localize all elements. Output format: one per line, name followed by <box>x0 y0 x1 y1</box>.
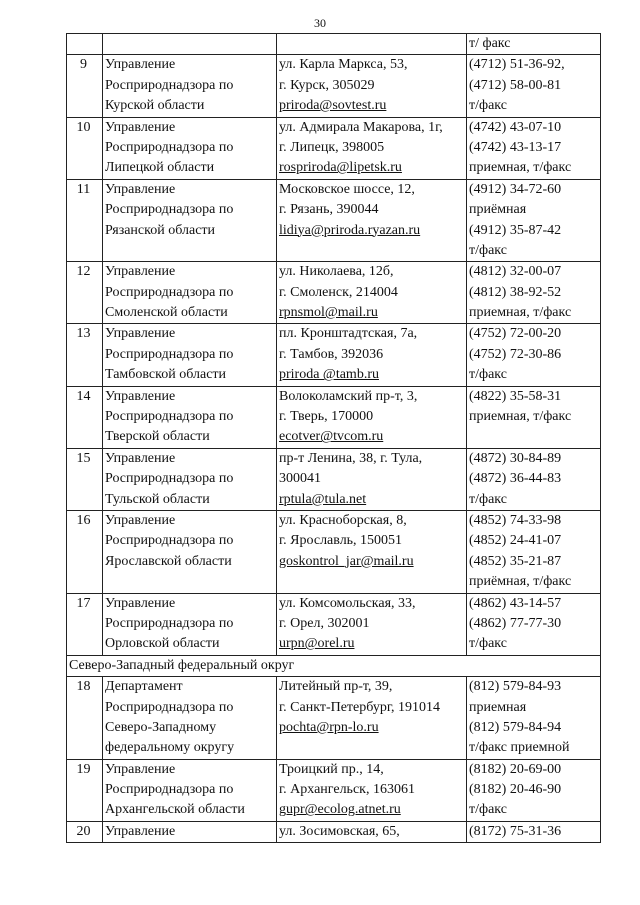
cell-name <box>103 55 277 117</box>
address-line: г. Курск, 305029 <box>279 77 375 93</box>
cell-address <box>277 262 467 324</box>
cell-phone <box>467 448 601 510</box>
cell-name <box>103 386 277 448</box>
phone-line: (4852) 24-41-07 <box>469 533 562 549</box>
table-row <box>67 510 601 593</box>
phone-line: (8182) 20-46-90 <box>469 782 562 798</box>
cell-phone <box>467 55 601 117</box>
cell-num: 12 <box>67 262 103 324</box>
name-line: Росприроднадзора по <box>105 346 234 362</box>
phone-line: т/факс <box>469 802 507 818</box>
address-line: Троицкий пр., 14, <box>279 761 384 777</box>
table-body-central <box>67 34 601 656</box>
cell-num <box>67 34 103 55</box>
address-line: Московское шоссе, 12, <box>279 181 415 197</box>
phone-line: т/факс <box>469 367 507 383</box>
name-line: Ярославской области <box>105 553 232 569</box>
table-row <box>67 821 601 842</box>
phone-line: т/факс <box>469 242 507 258</box>
name-line: Росприроднадзора по <box>105 202 234 218</box>
email-link[interactable]: goskontrol_jar@mail.ru <box>279 553 414 569</box>
address-line: ул. Красноборская, 8, <box>279 512 407 528</box>
name-line: Управление <box>105 823 176 839</box>
cell-address <box>277 34 467 55</box>
region-header-row <box>67 655 601 676</box>
region-header-body <box>67 655 601 676</box>
email-link[interactable]: pochta@rpn-lo.ru <box>279 719 379 735</box>
cell-address <box>277 510 467 593</box>
cell-num: 19 <box>67 759 103 821</box>
name-line: Управление <box>105 450 176 466</box>
email-link[interactable]: ecotver@tvcom.ru <box>279 429 384 445</box>
address-line: г. Ярославль, 150051 <box>279 533 403 549</box>
name-line: Росприроднадзора по <box>105 615 234 631</box>
address-line: ул. Комсомольская, 33, <box>279 595 416 611</box>
cell-name <box>103 117 277 179</box>
address-line: г. Орел, 302001 <box>279 615 370 631</box>
phone-line: (4872) 30-84-89 <box>469 450 562 466</box>
cell-num: 9 <box>67 55 103 117</box>
address-line: Литейный пр-т, 39, <box>279 679 393 695</box>
cell-num: 10 <box>67 117 103 179</box>
cell-num: 18 <box>67 677 103 760</box>
table-row <box>67 759 601 821</box>
cell-name <box>103 448 277 510</box>
cell-num: 13 <box>67 324 103 386</box>
cell-num: 15 <box>67 448 103 510</box>
name-line: Росприроднадзора по <box>105 471 234 487</box>
name-line: Тамбовской области <box>105 367 227 383</box>
name-line: Курской области <box>105 98 205 114</box>
cell-address <box>277 677 467 760</box>
cell-name <box>103 179 277 262</box>
offices-table <box>66 33 601 843</box>
phone-line: (4712) 51-36-92, <box>469 57 565 73</box>
cell-name <box>103 677 277 760</box>
name-line: Росприроднадзора по <box>105 699 234 715</box>
phone-line: (4712) 58-00-81 <box>469 77 562 93</box>
name-line: Управление <box>105 119 176 135</box>
phone-line: (4822) 35-58-31 <box>469 388 562 404</box>
address-line: ул. Адмирала Макарова, 1г, <box>279 119 443 135</box>
name-line: Управление <box>105 57 176 73</box>
cell-phone <box>467 759 601 821</box>
email-link[interactable]: priroda @tamb.ru <box>279 367 379 383</box>
address-line: 300041 <box>279 471 321 487</box>
email-link[interactable]: rosprirоda@lipetsk.ru <box>279 160 402 176</box>
phone-line: (4812) 32-00-07 <box>469 264 562 280</box>
phone-line: (812) 579-84-94 <box>469 719 562 735</box>
cell-address <box>277 324 467 386</box>
cell-phone <box>467 324 601 386</box>
address-line: ул. Карла Маркса, 53, <box>279 57 408 73</box>
cell-phone <box>467 821 601 842</box>
page-number: 30 <box>314 16 326 30</box>
phone-line: приемная, т/факс <box>469 160 572 176</box>
cell-name <box>103 34 277 55</box>
name-line: Управление <box>105 326 176 342</box>
phone-line: (4742) 43-07-10 <box>469 119 562 135</box>
email-link[interactable]: urpn@orel.ru <box>279 636 355 652</box>
phone-line: (4872) 36-44-83 <box>469 471 562 487</box>
phone-line: (4862) 77-77-30 <box>469 615 562 631</box>
name-line: Росприроднадзора по <box>105 533 234 549</box>
address-line: г. Архангельск, 163061 <box>279 782 415 798</box>
name-line: Управление <box>105 595 176 611</box>
phone-line: (8182) 20-69-00 <box>469 761 562 777</box>
email-link[interactable]: rpnsmol@mail.ru <box>279 305 378 321</box>
table-body-northwest <box>67 677 601 843</box>
phone-line: (4752) 72-30-86 <box>469 346 562 362</box>
cell-name <box>103 759 277 821</box>
phone-line: (4912) 35-87-42 <box>469 222 562 238</box>
region-header: Северо-Западный федеральный округ <box>67 655 601 676</box>
cell-phone <box>467 593 601 655</box>
cell-phone <box>467 262 601 324</box>
cell-phone <box>467 117 601 179</box>
name-line: Тверской области <box>105 429 210 445</box>
name-line: Липецкой области <box>105 160 215 176</box>
name-line: Северо-Западному <box>105 719 217 735</box>
phone-line: (4742) 43-13-17 <box>469 139 562 155</box>
table-row <box>67 324 601 386</box>
name-line: Росприроднадзора по <box>105 409 234 425</box>
table-row <box>67 117 601 179</box>
table-row <box>67 448 601 510</box>
phone-line: приёмная <box>469 202 527 218</box>
cell-name <box>103 593 277 655</box>
cell-address <box>277 55 467 117</box>
name-line: Росприроднадзора по <box>105 139 234 155</box>
name-line: Орловской области <box>105 636 220 652</box>
cell-num: 11 <box>67 179 103 262</box>
phone-line: (4812) 38-92-52 <box>469 284 562 300</box>
cell-phone <box>467 677 601 760</box>
cell-address <box>277 593 467 655</box>
phone-line: т/ факс <box>469 36 511 51</box>
phone-line: приемная, т/факс <box>469 409 572 425</box>
address-line: ул. Зосимовская, 65, <box>279 823 400 839</box>
cell-num: 16 <box>67 510 103 593</box>
name-line: федеральному округу <box>105 740 235 756</box>
name-line: Управление <box>105 388 176 404</box>
email-link[interactable]: gupr@ecolog.atnet.ru <box>279 802 401 818</box>
phone-line: (8172) 75-31-36 <box>469 823 562 839</box>
cell-name <box>103 262 277 324</box>
cell-num: 17 <box>67 593 103 655</box>
name-line: Управление <box>105 512 176 528</box>
address-line: г. Санкт-Петербург, 191014 <box>279 699 441 715</box>
cell-address <box>277 179 467 262</box>
name-line: Рязанской области <box>105 222 216 238</box>
address-line: г. Липецк, 398005 <box>279 139 385 155</box>
phone-line: (4852) 74-33-98 <box>469 512 562 528</box>
table-row <box>67 262 601 324</box>
table-row <box>67 593 601 655</box>
table-row-carry-over <box>67 34 601 55</box>
name-line: Управление <box>105 181 176 197</box>
table-row <box>67 677 601 760</box>
cell-name <box>103 821 277 842</box>
phone-line: (4862) 43-14-57 <box>469 595 562 611</box>
address-line: г. Тверь, 170000 <box>279 409 374 425</box>
name-line: Департамент <box>105 679 183 695</box>
name-line: Управление <box>105 761 176 777</box>
address-line: г. Рязань, 390044 <box>279 202 379 218</box>
address-line: г. Тамбов, 392036 <box>279 346 384 362</box>
phone-line: приемная <box>469 699 527 715</box>
phone-line: т/факс <box>469 491 507 507</box>
cell-address <box>277 821 467 842</box>
cell-phone <box>467 34 601 55</box>
cell-name <box>103 324 277 386</box>
cell-address <box>277 759 467 821</box>
cell-num: 20 <box>67 821 103 842</box>
phone-line: т/факс приемной <box>469 740 570 756</box>
name-line: Управление <box>105 264 176 280</box>
phone-line: (4852) 35-21-87 <box>469 553 562 569</box>
cell-name <box>103 510 277 593</box>
address-line: ул. Николаева, 12б, <box>279 264 394 280</box>
name-line: Росприроднадзора по <box>105 77 234 93</box>
cell-phone <box>467 179 601 262</box>
table-row <box>67 55 601 117</box>
phone-line: приёмная, т/факс <box>469 574 572 590</box>
email-link[interactable]: lidiya@priroda.ryazan.ru <box>279 222 421 238</box>
cell-address <box>277 386 467 448</box>
email-link[interactable]: priroda@sovtest.ru <box>279 98 387 114</box>
table-row <box>67 179 601 262</box>
phone-line: приемная, т/факс <box>469 305 572 321</box>
cell-phone <box>467 510 601 593</box>
name-line: Архангельской области <box>105 802 245 818</box>
cell-address <box>277 117 467 179</box>
table-row <box>67 386 601 448</box>
address-line: Волоколамский пр-т, 3, <box>279 388 418 404</box>
address-line: пл. Кронштадтская, 7а, <box>279 326 418 342</box>
cell-num: 14 <box>67 386 103 448</box>
name-line: Росприроднадзора по <box>105 782 234 798</box>
cell-address <box>277 448 467 510</box>
email-link[interactable]: rptula@tula.net <box>279 491 367 507</box>
name-line: Тульской области <box>105 491 210 507</box>
cell-phone <box>467 386 601 448</box>
name-line: Росприроднадзора по <box>105 284 234 300</box>
phone-line: (4752) 72-00-20 <box>469 326 562 342</box>
address-line: г. Смоленск, 214004 <box>279 284 398 300</box>
name-line: Смоленской области <box>105 305 228 321</box>
address-line: пр-т Ленина, 38, г. Тула, <box>279 450 423 466</box>
phone-line: (4912) 34-72-60 <box>469 181 562 197</box>
phone-line: т/факс <box>469 636 507 652</box>
phone-line: т/факс <box>469 98 507 114</box>
phone-line: (812) 579-84-93 <box>469 679 562 695</box>
